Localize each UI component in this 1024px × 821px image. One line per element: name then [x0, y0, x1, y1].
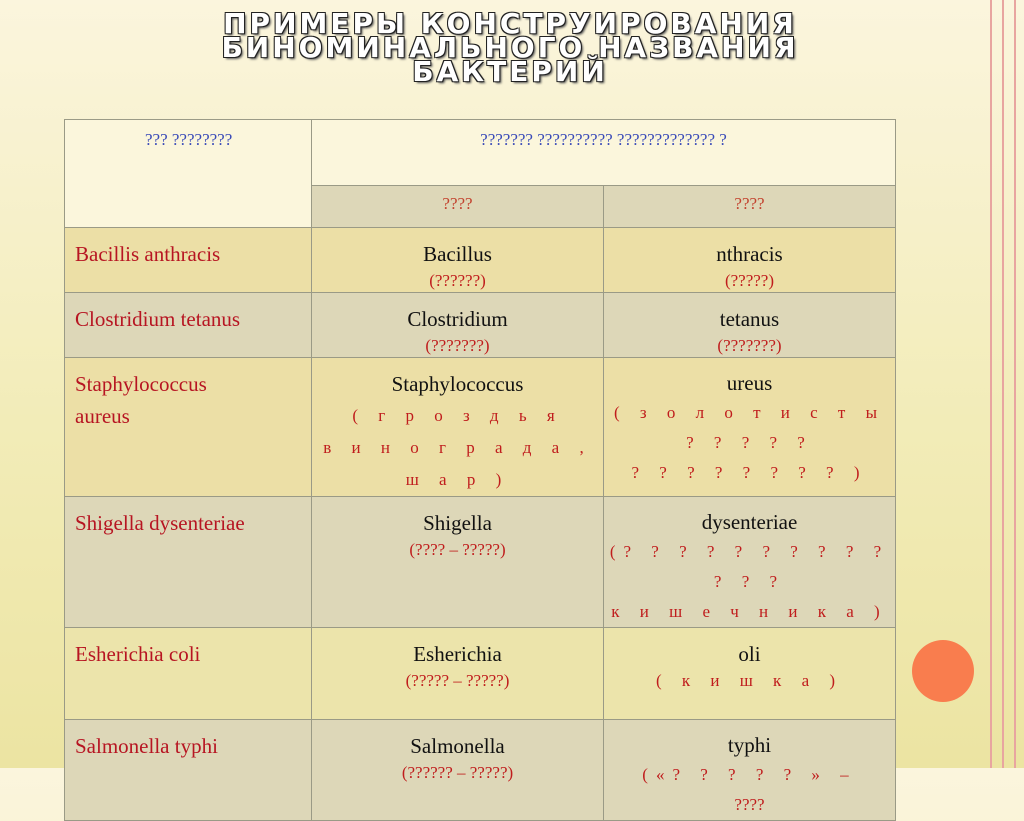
genus-name: Clostridium [407, 307, 508, 331]
sub-right-text: ???? [734, 194, 765, 213]
title-line-2: БИНОМИНАЛЬНОГО НАЗВАНИЯ [221, 31, 799, 64]
species-name: ureus [726, 371, 773, 395]
title-line-3: БАКТЕРИЙ [412, 55, 608, 88]
bacteria-name: Clostridium tetanus [75, 307, 241, 331]
table-row [65, 293, 896, 358]
genus-note-line-2: в и н о г р а д а , ш а р ) [323, 438, 592, 489]
genus-note: (????? – ?????) [405, 671, 510, 690]
species-note: ( к и ш к а ) [655, 671, 844, 690]
genus-name: Bacillus [423, 242, 492, 266]
bacteria-name-line-1: Staphylococcus [75, 372, 207, 396]
bacteria-name: Bacillis anthracis [75, 242, 221, 266]
header-right-cell [312, 120, 896, 186]
bacteria-name [65, 358, 311, 432]
genus-note: (??????) [429, 271, 486, 290]
sub-left-text: ???? [442, 194, 473, 213]
species-note-line-3: ? ? ? ? ? ? ? ? ) [631, 463, 868, 482]
table-row [65, 228, 896, 293]
bacteria-name: Esherichia coli [75, 642, 201, 666]
species-note: (???????) [717, 336, 782, 355]
species-note-line-3: к и ш е ч н и к а ) [611, 602, 888, 621]
species-name: oli [738, 642, 761, 666]
bacteria-name: Salmonella typhi [75, 734, 218, 758]
header-left-cell [65, 120, 312, 228]
header-right: ??????? ?????????? ????????????? ? [480, 130, 727, 149]
bacteria-table [64, 119, 896, 821]
bacteria-name-line-2: aureus [75, 404, 130, 428]
table-row [65, 628, 896, 720]
genus-note: (???? – ?????) [409, 540, 506, 559]
species-note-line-2: ? ? ? [713, 572, 786, 591]
page-title [80, 7, 940, 88]
decorative-circle [912, 640, 974, 702]
species-note: (?????) [724, 271, 775, 290]
genus-name: Staphylococcus [391, 372, 524, 396]
genus-name: Esherichia [413, 642, 502, 666]
genus-name: Shigella [423, 511, 492, 535]
header-left: ??? ???????? [145, 130, 233, 149]
sub-header-genus [312, 186, 604, 228]
species-note-line-1: («? ? ? ? ? » – [642, 765, 857, 784]
species-note-line-2: ???? [734, 795, 765, 814]
species-note-line-1: (? ? ? ? ? ? ? ? ? ? [609, 542, 890, 561]
frame-line [990, 0, 992, 768]
table-row [65, 497, 896, 628]
table-row [65, 358, 896, 497]
genus-name: Salmonella [410, 734, 505, 758]
frame-line [1002, 0, 1004, 768]
genus-note: (???????) [425, 336, 490, 355]
title-line-1: ПРИМЕРЫ КОНСТРУИРОВАНИЯ [223, 7, 797, 40]
species-note-line-1: ( з о л о т и с т ы [613, 403, 886, 422]
species-name: typhi [727, 733, 772, 757]
bacteria-name: Shigella dysenteriae [75, 511, 245, 535]
species-name: nthracis [716, 242, 783, 266]
genus-note-line-1: ( г р о з д ь я [352, 406, 563, 425]
genus-note: (?????? – ?????) [401, 763, 514, 782]
species-note-line-2: ? ? ? ? ? [686, 433, 813, 452]
frame-line [1014, 0, 1016, 768]
species-name: tetanus [719, 307, 780, 331]
table-row [65, 720, 896, 821]
species-name: dysenteriae [701, 510, 798, 534]
sub-header-species [604, 186, 896, 228]
